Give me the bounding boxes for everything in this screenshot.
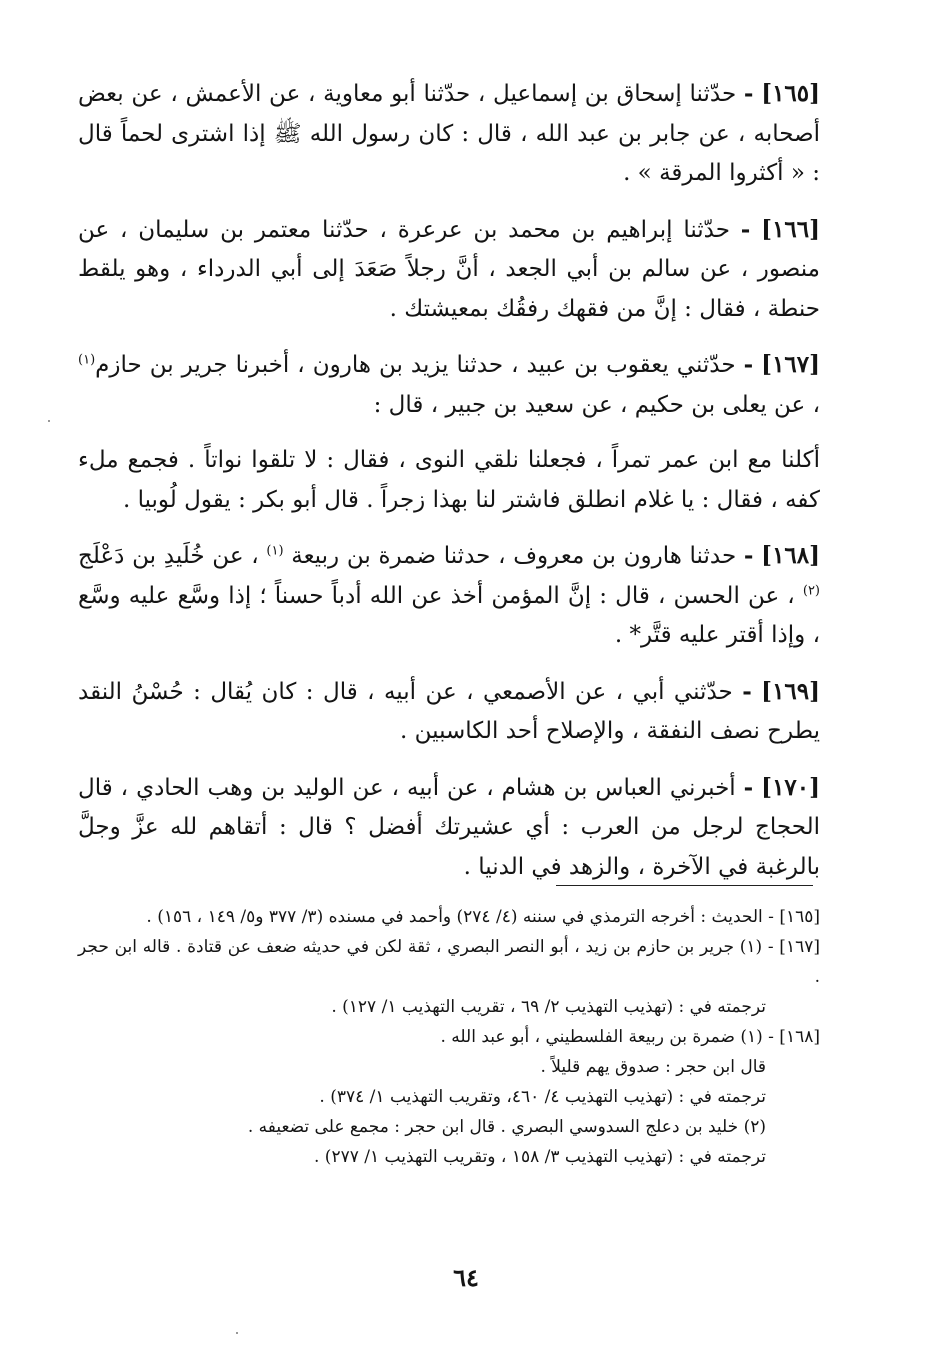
footnote-ref: (٢) [802, 582, 820, 598]
entry-text: حدّثني يعقوب بن عبيد ، حدثنا يزيد بن هارون ، أخبرنا جرير بن حازم [95, 352, 736, 378]
entry-dash: - [743, 773, 754, 801]
entry-number: [١٦٩] [761, 677, 821, 705]
footnote-168-2: (٢) خليد بن دعلج السدوسي البصري . قال ابن حجر : مجمع على تضعيفه . [247, 1117, 766, 1137]
entry-dash: - [742, 677, 752, 705]
entry-text: حدّثنا إسحاق بن إسماعيل ، حدّثنا أبو معاوية ، عن الأعمش ، عن بعض أصحابه ، عن جابر بن عبد الله ، قال : كان رسول الله ﷺ إذا اشترى لحماً قال : « أكثروا المرقة » . [78, 81, 820, 186]
entry-number: [١٦٦] [761, 215, 821, 243]
entry-167 [78, 345, 820, 425]
footnote-167-ref: ترجمته في : (تهذيب التهذيب ٢/ ٦٩ ، تقريب التهذيب ١/ ١٢٧) . [331, 997, 766, 1017]
entry-text: ، عن يعلى بن حكيم ، عن سعيد بن جبير ، قال : [373, 391, 820, 418]
entry-number: [١٦٧] [761, 351, 821, 378]
footnote-168-1-ref: ترجمته في : (تهذيب التهذيب ٤/ ٤٦٠، وتقريب التهذيب ١/ ٣٧٤) . [319, 1087, 766, 1107]
footnote-divider [556, 885, 813, 886]
entry-dash: - [743, 542, 754, 569]
scan-speck [236, 1332, 238, 1334]
footnote-167-1: [١٦٧] - (١) جرير بن حازم بن زيد ، أبو النصر البصري ، ثقة لكن في حديثه ضعف عن قتادة . قاله ابن حجر . [78, 937, 820, 987]
entry-165 [78, 74, 820, 194]
entry-text: أخبرني العباس بن هشام ، عن أبيه ، عن الوليد بن وهب الحادي ، قال الحجاج لرجل من العرب : أي عشيرتك أفضل ؟ قال : أتقاهم لله عزَّ وجلَّ بالرغبة في الآخرة ، والزهد في الدنيا . [78, 774, 820, 880]
footnote-165: [١٦٥] - الحديث : أخرجه الترمذي في سننه (٤/ ٢٧٤) وأحمد في مسنده (٣/ ٣٧٧ و٥/ ١٤٩ ، ١٥٦) . [146, 907, 820, 927]
entry-text: حدّثني أبي ، عن الأصمعي ، عن أبيه ، قال : كان يُقال : حُسْنُ النقد يطرح نصف النفقة ، والإصلاح أحد الكاسبين . [78, 678, 820, 744]
entry-170 [78, 768, 820, 888]
footnotes [78, 902, 820, 1172]
entry-167-quote [78, 441, 820, 520]
footnote-ref: (١) [266, 543, 284, 559]
scan-speck [48, 420, 50, 422]
entry-text: حدّثنا إبراهيم بن محمد بن عرعرة ، حدّثنا معتمر بن سليمان ، عن منصور ، عن سالم بن أبي الجعد ، أنَّ رجلاً صَعَدَ إلى أبي الدرداء ، وهو يلقط حنطة ، فقال : إنَّ من فقهك رفقُك بمعيشتك . [78, 216, 820, 322]
entry-169 [78, 672, 820, 752]
footnote-168-1: [١٦٨] - (١) ضمرة بن ربيعة الفلسطيني ، أبو عبد الله . [440, 1027, 820, 1047]
entry-dash: - [743, 80, 754, 107]
page-number: ٦٤ [453, 1263, 479, 1292]
entry-dash: - [740, 215, 751, 243]
entry-168 [78, 536, 820, 656]
footnote-168-1-grade: قال ابن حجر : صدوق يهم قليلاً . [540, 1057, 766, 1077]
entry-number: [١٦٥] [761, 80, 821, 107]
entry-text: ، عن الحسن ، قال : إنَّ المؤمن أخذ عن الله أدباً حسناً ؛ إذا وسَّع عليه وسَّع ، وإذا أقتر عليه قتَّر* . [78, 582, 820, 648]
footnote-168-2-ref: ترجمته في : (تهذيب التهذيب ٣/ ١٥٨ ، وتقريب التهذيب ١/ ٢٧٧) . [314, 1147, 766, 1167]
entry-number: [١٦٨] [761, 542, 821, 569]
entry-number: [١٧٠] [761, 773, 821, 801]
entry-dash: - [743, 351, 754, 378]
entry-text: حدثنا هارون بن معروف ، حدثنا ضمرة بن ربيعة [283, 543, 737, 569]
entry-text: أكلنا مع ابن عمر تمراً ، فجعلنا نلقي النوى ، فقال : لا تلقوا نواتاً . فجمع ملء كفه ، فقال : يا غلام انطلق فاشتر لنا بهذا زجراً . قال أبو بكر : يقول لُوبيا . [78, 447, 820, 513]
entry-166 [78, 210, 820, 330]
main-text [78, 74, 820, 903]
footnote-ref: (١) [78, 352, 96, 368]
entry-text: ، عن خُلَيدِ بن دَعْلَج [78, 543, 267, 569]
